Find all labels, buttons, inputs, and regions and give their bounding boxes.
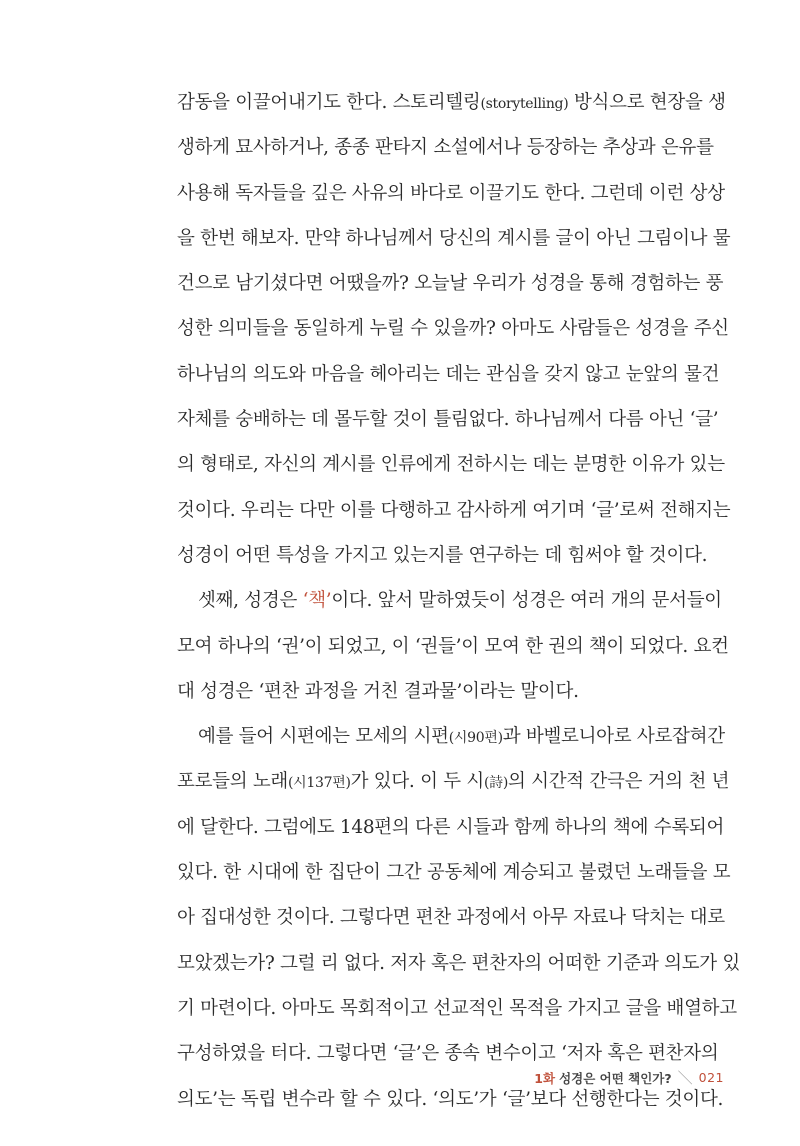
text-line: 것이다. 우리는 다만 이를 다행하고 감사하게 여기며 ‘글’로써 전해지는 — [177, 499, 731, 521]
inline-annotation: (시137편) — [288, 775, 351, 792]
text-line: 성한 의미들을 동일하게 누릴 수 있을까? 아마도 사람들은 성경을 주신 — [177, 318, 729, 340]
text-line: 모았겠는가? 그럴 리 없다. 저자 혹은 편찬자의 어떠한 기준과 의도가 있 — [177, 952, 740, 974]
text-segment: 가 있다. 이 두 시 — [350, 771, 484, 793]
text-segment: 의 시간적 간극은 거의 천 년 — [507, 771, 730, 793]
inline-annotation: (詩) — [483, 775, 508, 792]
chapter-title: 성경은 어떤 책인가? — [559, 1070, 672, 1086]
text-line: 사용해 독자들을 깊은 사유의 바다로 이끌기도 한다. 그런데 이런 상상 — [177, 182, 725, 204]
text-line: 생하게 묘사하거나, 종종 판타지 소설에서나 등장하는 추상과 은유를 — [177, 137, 714, 159]
text-line — [177, 578, 722, 623]
inline-annotation: (storytelling) — [480, 96, 569, 112]
separator-icon: ＼ — [677, 1069, 693, 1087]
text-line: 하나님의 의도와 마음을 헤아리는 데는 관심을 갖지 않고 눈앞의 물건 — [177, 363, 720, 385]
text-line: 모여 하나의 ‘권’이 되었고, 이 ‘권들’이 모여 한 권의 책이 되었다. 요컨 — [177, 635, 729, 657]
text-line: 의 형태로, 자신의 계시를 인류에게 전하시는 데는 분명한 이유가 있는 — [177, 454, 725, 476]
text-segment: 셋째, 성경은 — [198, 590, 303, 612]
text-segment: 과 바벨로니아로 사로잡혀간 — [502, 726, 725, 748]
text-line: 을 한번 해보자. 만약 하나님께서 당신의 계시를 글이 아닌 그림이나 물 — [177, 227, 731, 249]
page-body — [177, 80, 740, 1122]
text-segment: 감동을 이끌어내기도 한다. 스토리텔링 — [177, 92, 481, 113]
text-line: 건으로 남기셨다면 어땠을까? 오늘날 우리가 성경을 통해 경험하는 풍 — [177, 273, 724, 295]
text-segment: 예를 들어 시편에는 모세의 시편 — [198, 726, 449, 748]
text-line: 에 달한다. 그럼에도 148편의 다른 시들과 함께 하나의 책에 수록되어 — [177, 816, 725, 838]
text-segment: 포로들의 노래 — [177, 771, 289, 793]
text-line: 아 집대성한 것이다. 그렇다면 편찬 과정에서 아무 자료나 닥치는 대로 — [177, 907, 725, 929]
text-line: 성경이 어떤 특성을 가지고 있는지를 연구하는 데 힘써야 할 것이다. — [177, 544, 708, 566]
text-line: 대 성경은 ‘편찬 과정을 거친 결과물’이라는 말이다. — [177, 680, 579, 702]
page-number: 021 — [698, 1070, 724, 1085]
paragraph-2 — [177, 578, 729, 714]
text-segment: 방식으로 현장을 생 — [568, 92, 726, 113]
highlighted-term: ‘책’ — [302, 590, 332, 612]
text-line — [177, 714, 725, 759]
text-line — [177, 759, 730, 804]
text-line: 의도’는 독립 변수라 할 수 있다. ‘의도’가 ‘글’보다 선행한다는 것이다. — [177, 1088, 724, 1110]
page-footer — [534, 1067, 724, 1088]
text-line: 구성하였을 터다. 그렇다면 ‘글’은 종속 변수이고 ‘저자 혹은 편찬자의 — [177, 1043, 719, 1065]
text-line: 있다. 한 시대에 한 집단이 그간 공동체에 계승되고 불렸던 노래들을 모 — [177, 862, 731, 884]
text-segment: 이다. 앞서 말하였듯이 성경은 여러 개의 문서들이 — [331, 590, 722, 612]
paragraph-3 — [177, 714, 740, 1122]
paragraph-1 — [177, 80, 731, 578]
text-line — [177, 80, 726, 125]
text-line: 자체를 숭배하는 데 몰두할 것이 틀림없다. 하나님께서 다름 아닌 ‘글’ — [177, 409, 719, 431]
text-line: 기 마련이다. 아마도 목회적이고 선교적인 목적을 가지고 글을 배열하고 — [177, 997, 737, 1019]
inline-annotation: (시90편) — [448, 730, 503, 747]
chapter-number: 1화 — [534, 1070, 556, 1086]
